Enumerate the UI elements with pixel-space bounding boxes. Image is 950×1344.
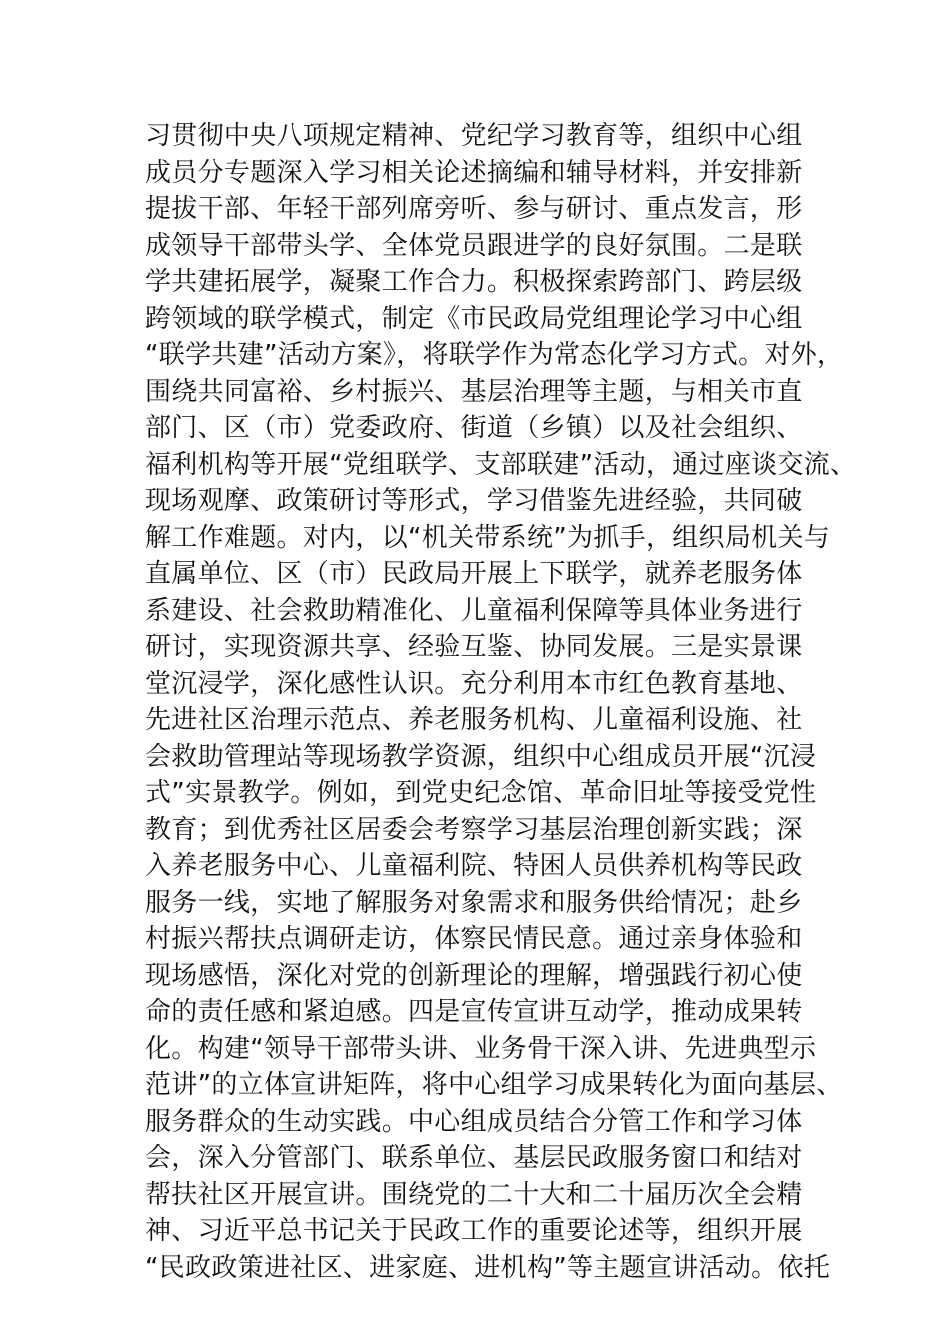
text-line: 服务一线，实地了解服务对象需求和服务供给情况；赴乡 (145, 887, 803, 918)
text-line: 帮扶社区开展宣讲。围绕党的二十大和二十届历次全会精 (145, 1179, 803, 1210)
body-text (145, 118, 857, 1286)
text-line: 提拔干部、年轻干部列席旁听、参与研讨、重点发言，形 (145, 194, 803, 224)
text-line: 村振兴帮扶点调研走访，体察民情民意。通过亲身体验和 (145, 924, 803, 954)
text-line: 系建设、社会救助精准化、儿童福利保障等具体业务进行 (145, 595, 803, 626)
text-line: 部门、区（市）党委政府、街道（乡镇）以及社会组织、 (145, 413, 803, 443)
text-line: 会，深入分管部门、联系单位、基层民政服务窗口和结对 (145, 1143, 803, 1173)
text-line: 服务群众的生动实践。中心组成员结合分管工作和学习体 (145, 1106, 803, 1137)
text-line: 会救助管理站等现场教学资源，组织中心组成员开展“沉浸 (145, 741, 817, 772)
text-line: 堂沉浸学，深化感性认识。充分利用本市红色教育基地、 (145, 668, 803, 699)
text-line: 教育；到优秀社区居委会考察学习基层治理创新实践；深 (145, 814, 803, 845)
text-line: 福利机构等开展“党组联学、支部联建”活动，通过座谈交流、 (145, 449, 857, 480)
text-line: 跨领域的联学模式，制定《市民政局党组理论学习中心组 (145, 303, 803, 334)
text-line: 先进社区治理示范点、养老服务机构、儿童福利设施、社 (145, 705, 803, 735)
text-line: 解工作难题。对内，以“机关带系统”为抓手，组织局机关与 (145, 522, 831, 553)
text-line: 成领导干部带头学、全体党员跟进学的良好氛围。二是联 (145, 230, 803, 261)
text-line: 成员分专题深入学习相关论述摘编和辅导材料，并安排新 (145, 157, 803, 188)
text-line: 习贯彻中央八项规定精神、党纪学习教育等，组织中心组 (145, 121, 803, 151)
text-line: 现场感悟，深化对党的创新理论的理解，增强践行初心使 (145, 960, 803, 991)
text-line: 式”实景教学。例如，到党史纪念馆、革命旧址等接受党性 (145, 778, 817, 808)
text-line: 学共建拓展学，凝聚工作合力。积极探索跨部门、跨层级 (145, 267, 803, 297)
text-line: 命的责任感和紧迫感。四是宣传宣讲互动学，推动成果转 (145, 997, 803, 1027)
text-line: 化。构建“领导干部带头讲、业务骨干深入讲、先进典型示 (145, 1033, 817, 1064)
text-line: 研讨，实现资源共享、经验互鉴、协同发展。三是实景课 (145, 632, 803, 662)
text-line: 现场观摩、政策研讨等形式，学习借鉴先进经验，共同破 (145, 486, 803, 516)
text-line: 直属单位、区（市）民政局开展上下联学，就养老服务体 (145, 559, 803, 589)
text-line: 入养老服务中心、儿童福利院、特困人员供养机构等民政 (145, 851, 803, 881)
text-line: “联学共建”活动方案》，将联学作为常态化学习方式。对外， (145, 340, 844, 370)
text-line: 围绕共同富裕、乡村振兴、基层治理等主题，与相关市直 (145, 376, 803, 407)
text-line: “民政政策进社区、进家庭、进机构”等主题宣讲活动。依托 (145, 1252, 831, 1283)
text-line: 范讲”的立体宣讲矩阵，将中心组学习成果转化为面向基层、 (145, 1070, 843, 1100)
text-line: 神、习近平总书记关于民政工作的重要论述等，组织开展 (145, 1216, 803, 1246)
